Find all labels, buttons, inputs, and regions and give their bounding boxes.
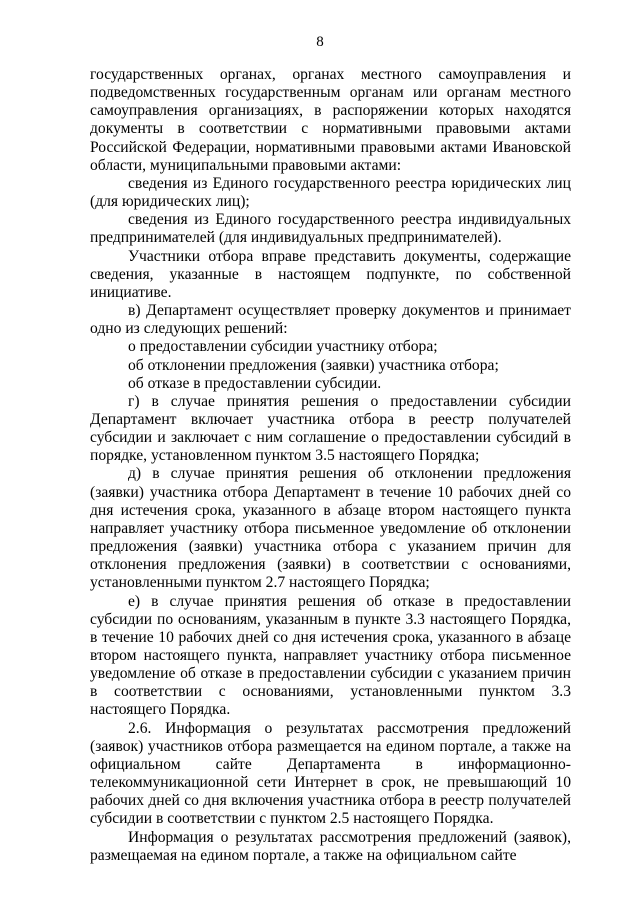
paragraph: г) в случае принятия решения о предоставлении субсидии Департамент включает участника отбора в реестр получателей субсидии и заключает с ним соглашение о предоставлении субсидий в порядке, установленном пунктом 3.5 настоящего Порядка; [90,392,571,465]
paragraph: е) в случае принятия решения об отказе в предоставлении субсидии по основаниям, указанным в пункте 3.3 настоящего Порядка, в течение 10 рабочих дней со дня истечения срока, указанного в абзаце втором настоящего пункта, направляет участнику отбора письменное уведомление об отказе в предоставлении субсидии с указанием причин в соответствии с основаниями, установленными пунктом 3.3 настоящего Порядка. [90,592,571,719]
document-body [90,66,571,865]
paragraph: сведения из Единого государственного реестра индивидуальных предпринимателей (для индивидуальных предпринимателей). [90,211,571,247]
paragraph: в) Департамент осуществляет проверку документов и принимает одно из следующих решений: [90,302,571,338]
paragraph: государственных органах, органах местного самоуправления и подведомственных государственным органам или органам местного самоуправления организациях, в распоряжении которых находятся документы в соответствии с нормативными правовыми актами Российской Федерации, нормативными правовыми актами Ивановской области, муниципальными правовыми актами: [90,66,571,174]
paragraph: об отклонении предложения (заявки) участника отбора; [128,356,499,374]
paragraph: об отказе в предоставлении субсидии. [128,374,382,392]
page-number: 8 [316,34,324,50]
paragraph: Информация о результатах рассмотрения предложений (заявок), размещаемая на едином портале, а также на официальном сайте [90,828,571,864]
paragraph: 2.6. Информация о результатах рассмотрения предложений (заявок) участников отбора размещается на едином портале, а также на официальном сайте Департамента в информационно-телекоммуникационной сети Интернет в срок, не превышающий 10 рабочих дней со дня включения участника отбора в реестр получателей субсидии в соответствии с пунктом 2.5 настоящего Порядка. [90,719,571,828]
paragraph: д) в случае принятия решения об отклонении предложения (заявки) участника отбора Департамент в течение 10 рабочих дней со дня истечения срока, указанного в абзаце втором настоящего пункта направляет участнику отбора письменное уведомление об отклонении предложения (заявки) участника отбора с указанием причин для отклонения предложения (заявки) в соответствии с основаниями, установленными пунктом 2.7 настоящего Порядка; [90,465,571,592]
paragraph: о предоставлении субсидии участнику отбора; [128,338,438,356]
paragraph: сведения из Единого государственного реестра юридических лиц (для юридических лиц); [90,174,571,211]
paragraph: Участники отбора вправе представить документы, содержащие сведения, указанные в настоящем подпункте, по собственной инициативе. [90,247,571,301]
